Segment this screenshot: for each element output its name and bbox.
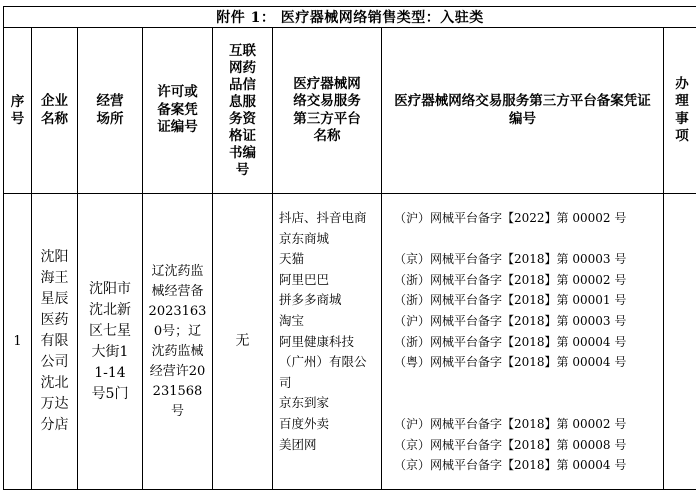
platform-record: （浙）网械平台备字【2018】第 00001 号 [394, 293, 627, 308]
platform-name: 京东到家 [279, 395, 330, 411]
header-company: 企业名称 [32, 28, 78, 194]
platform-record: （京）网械平台备字【2018】第 00004 号 [394, 458, 627, 473]
sales-table [3, 6, 696, 490]
platform-record: （浙）网械平台备字【2018】第 00002 号 [394, 272, 627, 287]
header-platform-name: 医疗器械网络交易服务第三方平台名称 [273, 28, 382, 194]
platform-name: 阿里健康科技（广州）有限公司 [279, 333, 367, 390]
row-seq: 1 [4, 194, 32, 490]
row-company: 沈阳海王星辰医药有限公司沈北万达分店 [32, 194, 78, 490]
header-seq: 序号 [4, 28, 32, 194]
platform-name: 天猫 [279, 251, 305, 267]
platform-record: （京）网械平台备字【2018】第 00003 号 [394, 252, 627, 267]
platform-name: 阿里巴巴 [279, 271, 330, 287]
header-location: 经营场所 [78, 28, 143, 194]
table-row [4, 194, 696, 490]
platform-name: 拼多多商城 [279, 292, 342, 308]
platform-record: （沪）网械平台备字【2022】第 00002 号 [394, 211, 627, 225]
row-platform-names [273, 194, 382, 490]
row-platform-records [382, 194, 664, 490]
platform-name: 京东商城 [279, 230, 330, 246]
platform-record: （粤）网械平台备字【2018】第 00004 号 [394, 355, 627, 370]
platform-record: （沪）网械平台备字【2018】第 00003 号 [394, 313, 627, 328]
table-title: 附件 1： 医疗器械网络销售类型：入驻类 [4, 7, 696, 28]
platform-record: （沪）网械平台备字【2018】第 00002 号 [394, 416, 627, 431]
header-license: 许可或备案凭证编号 [143, 28, 213, 194]
platform-name: 淘宝 [279, 312, 305, 328]
header-matter: 办理事项 [664, 28, 696, 194]
row-location: 沈阳市沈北新区七星大街11-14号5门 [78, 194, 143, 490]
platform-name: 美团网 [279, 436, 317, 452]
platform-name: 百度外卖 [279, 415, 330, 431]
row-internet-cert: 无 [213, 194, 273, 490]
platform-name: 抖店、抖音电商 [279, 210, 367, 225]
platform-record: （京）网械平台备字【2018】第 00008 号 [394, 437, 627, 452]
header-platform-record: 医疗器械网络交易服务第三方平台备案凭证编号 [382, 28, 664, 194]
row-matter [664, 194, 696, 490]
platform-record: （浙）网械平台备字【2018】第 00004 号 [394, 334, 627, 349]
row-license: 辽沈药监械经营备20231630号；辽沈药监械经营许20231568号 [143, 194, 213, 490]
header-internet-cert: 互联网药品信息服务资格证书编号 [213, 28, 273, 194]
